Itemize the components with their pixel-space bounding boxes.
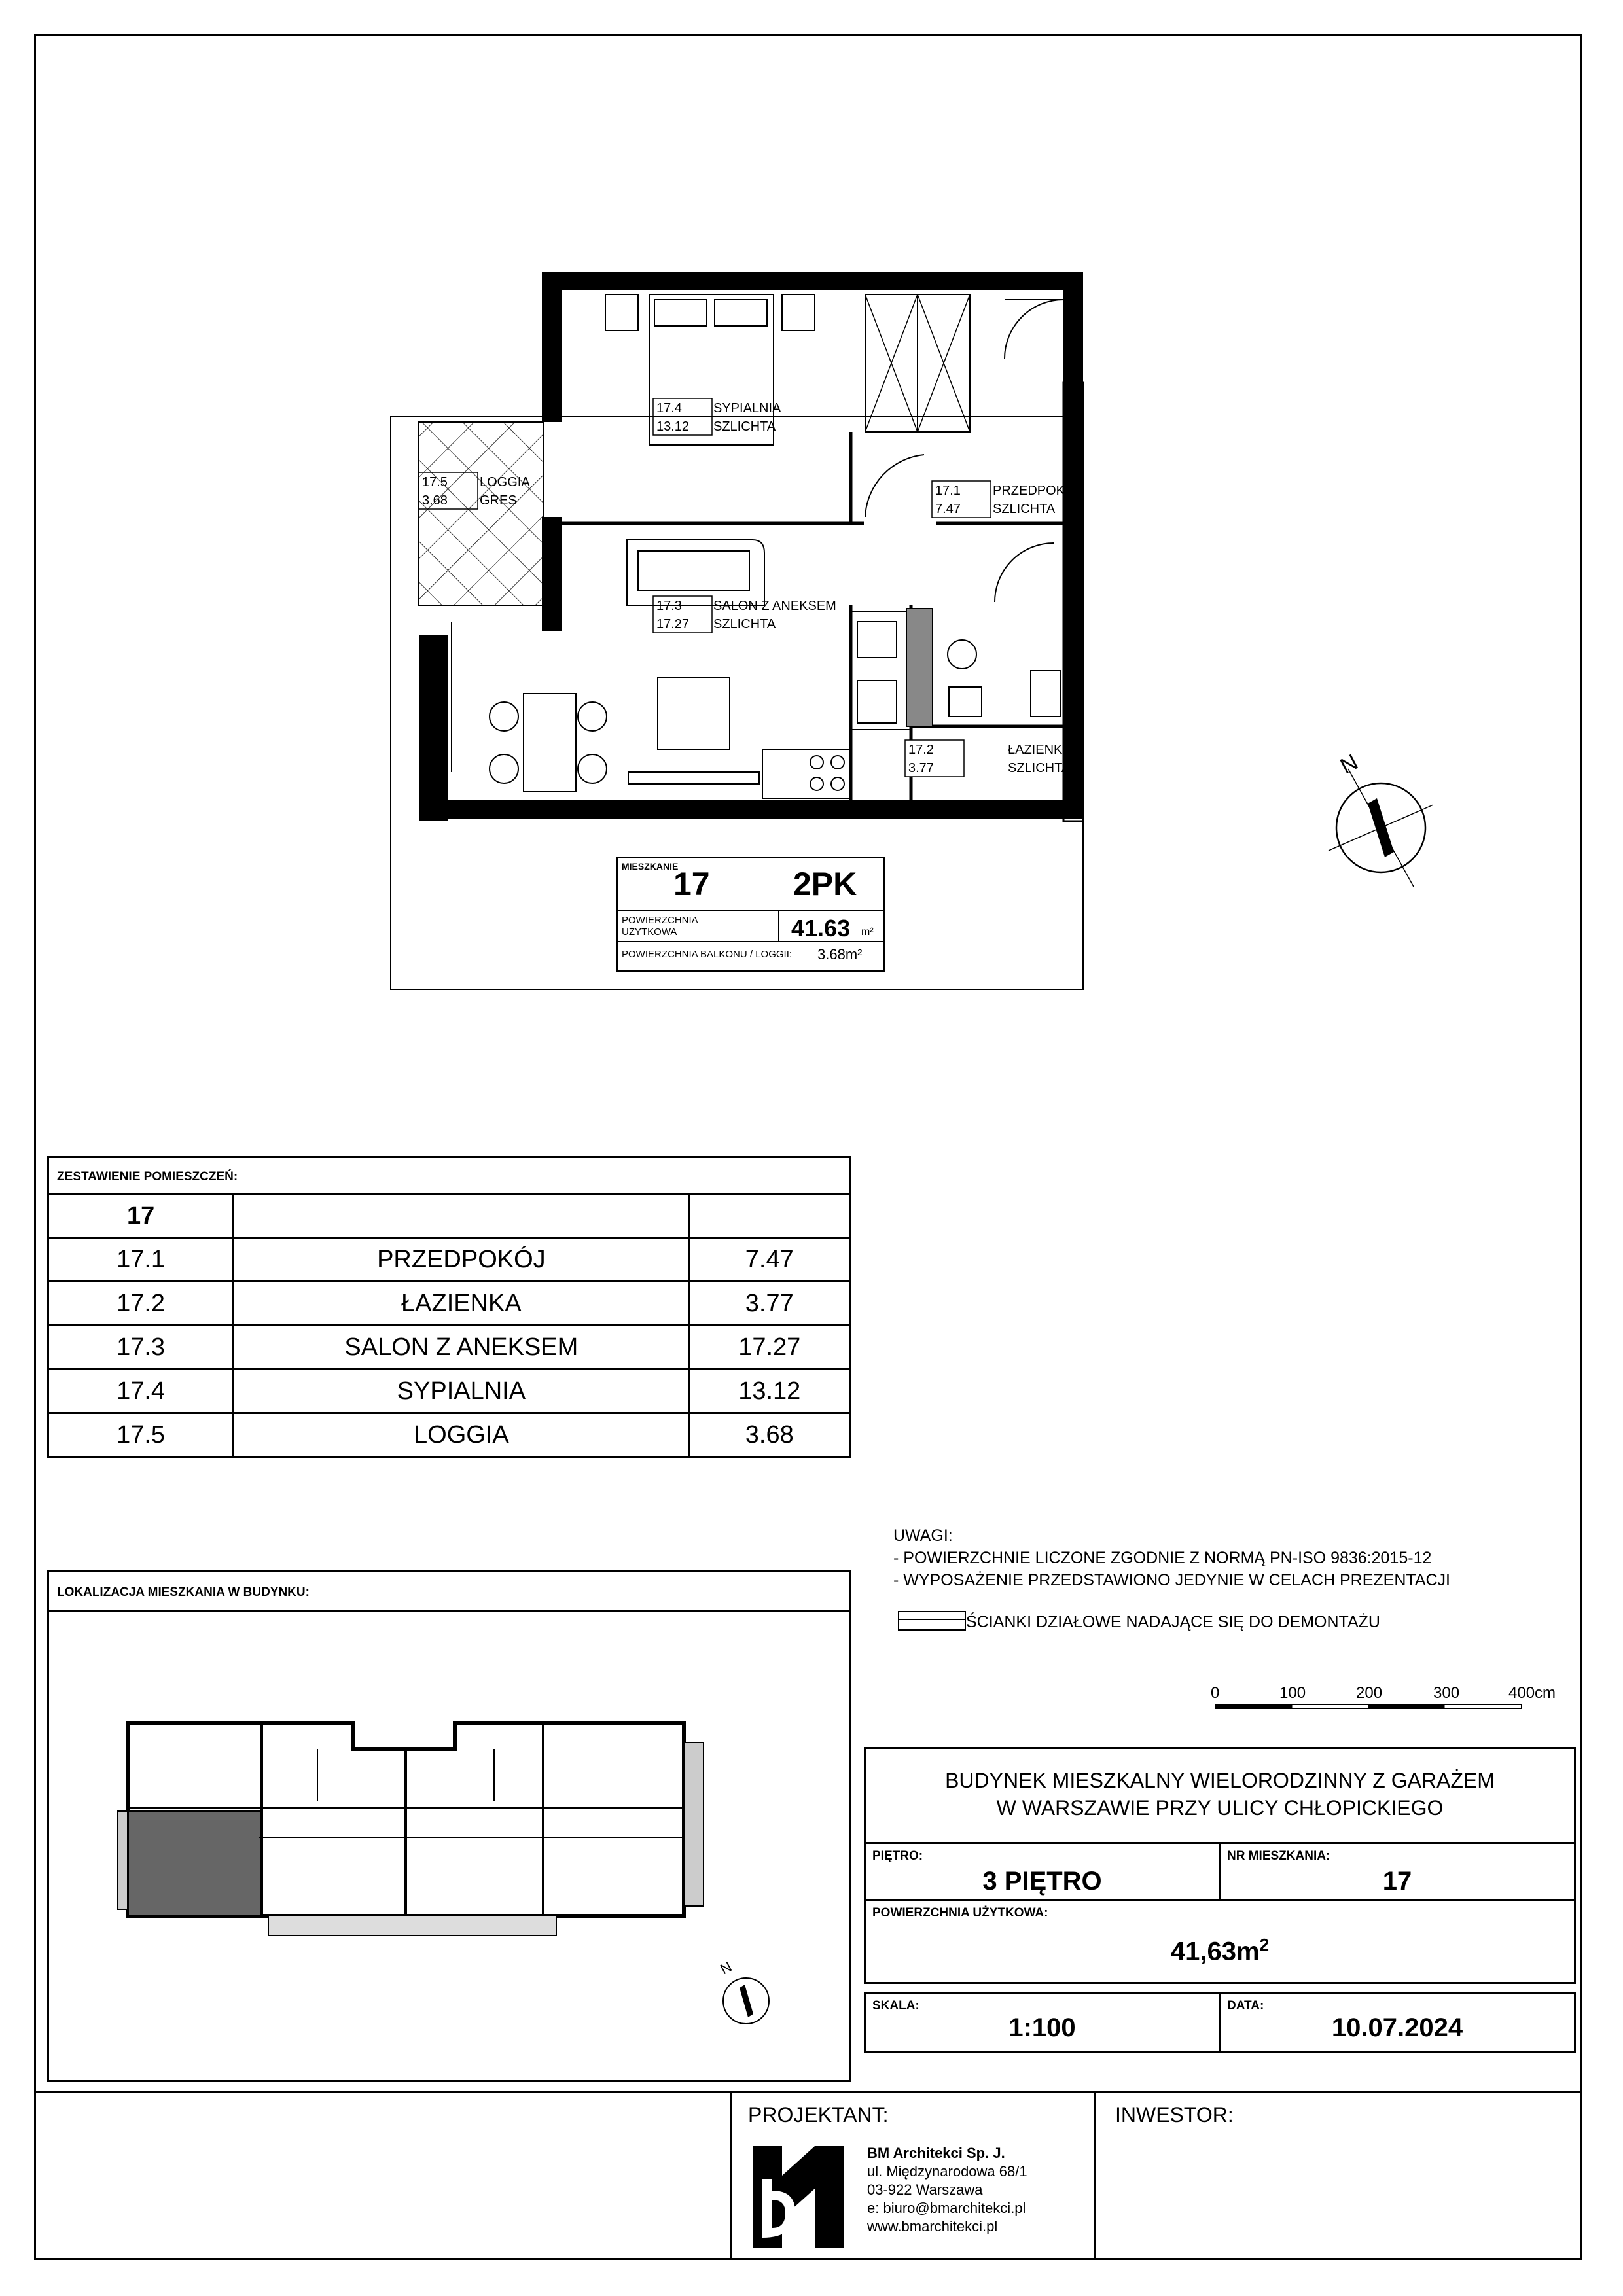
- rooms-table-header: [47, 1156, 851, 1194]
- legend-swatch: [898, 1611, 966, 1631]
- card-balcony-value: 3.68m²: [817, 946, 863, 963]
- building-line-2: W WARSZAWIE PRZY ULICY CHŁOPICKIEGO: [996, 1796, 1444, 1820]
- scale-tick-label: 200: [1356, 1684, 1383, 1702]
- title-block: [864, 1747, 1576, 2082]
- room-name: LOGGIA: [234, 1413, 689, 1457]
- company-info: [867, 2144, 1027, 2236]
- room-id: 17.1: [48, 1238, 234, 1282]
- room-area: 7.47: [689, 1238, 849, 1282]
- bath-name: ŁAZIENKA: [1008, 743, 1071, 757]
- designer-label: PROJEKTANT:: [748, 2103, 889, 2127]
- living-floor: SZLICHTA: [713, 617, 776, 631]
- date-cell: [1219, 1992, 1576, 2053]
- floor-label: PIĘTRO:: [872, 1849, 923, 1863]
- hall-floor: SZLICHTA: [993, 502, 1056, 516]
- hall-name: PRZEDPOKÓJ: [993, 484, 1082, 498]
- company-website[interactable]: www.bmarchitekci.pl: [867, 2218, 998, 2234]
- room-area: 17.27: [689, 1326, 849, 1369]
- bedroom-area: 13.12: [656, 419, 690, 434]
- scale-tick-label: 100: [1279, 1684, 1306, 1702]
- area-cell: [864, 1899, 1576, 1984]
- room-id: 17.5: [48, 1413, 234, 1457]
- apt-number-label: NR MIESZKANIA:: [1227, 1849, 1330, 1863]
- room-name: PRZEDPOKÓJ: [234, 1238, 689, 1282]
- room-id: 17.2: [48, 1282, 234, 1326]
- room-area: 13.12: [689, 1369, 849, 1413]
- scale-tick-label: 300: [1433, 1684, 1460, 1702]
- area-value: 41,63m: [1170, 1937, 1260, 1966]
- notes-title: UWAGI:: [893, 1527, 953, 1545]
- hall-area: 7.47: [935, 502, 961, 516]
- bath-num: 17.2: [908, 743, 934, 757]
- area-value-wrap: [866, 1935, 1574, 1966]
- living-name: SALON Z ANEKSEM: [713, 599, 836, 613]
- north-label: N: [1336, 749, 1363, 779]
- bedroom-num: 17.4: [656, 401, 682, 415]
- card-area-unit: m²: [861, 927, 874, 938]
- building-line-1: BUDYNEK MIESZKALNY WIELORODZINNY Z GARAŻEM: [945, 1769, 1495, 1792]
- company-name: BM Architekci Sp. J.: [867, 2145, 1005, 2161]
- location-title: LOKALIZACJA MIESZKANIA W BUDYNKU:: [57, 1585, 310, 1599]
- north-arrow-icon: [1322, 746, 1440, 890]
- scale-bar: [1211, 1684, 1571, 1710]
- table-row: [48, 1326, 850, 1369]
- key-plan-north-label: N: [717, 1958, 735, 1978]
- notes: [893, 1525, 1450, 1591]
- card-area-value: 41.63: [791, 915, 851, 942]
- area-label: POWIERZCHNIA UŻYTKOWA:: [872, 1906, 1048, 1920]
- bath-floor: SZLICHTA: [1008, 761, 1071, 775]
- key-plan-north-icon: [717, 1958, 776, 2030]
- loggia-floor: GRES: [480, 493, 517, 508]
- hall-num: 17.1: [935, 484, 961, 498]
- floor-cell: [864, 1842, 1221, 1901]
- room-name: SYPIALNIA: [234, 1369, 689, 1413]
- living-area: 17.27: [656, 617, 690, 631]
- room-area: 3.68: [689, 1413, 849, 1457]
- bedroom-floor: SZLICHTA: [713, 419, 776, 434]
- card-area-label-2: UŻYTKOWA: [622, 927, 677, 938]
- bm-architekci-logo: [746, 2140, 851, 2254]
- card-apt-number: 17: [673, 866, 710, 902]
- card-apt-type: 2PK: [793, 866, 857, 902]
- apt-number-cell: [1219, 1842, 1576, 1901]
- location-box: [47, 1570, 851, 2082]
- apartment-number-cell: 17: [48, 1194, 234, 1238]
- loggia-area: 3.68: [422, 493, 448, 508]
- area-sup: 2: [1259, 1935, 1270, 1954]
- company-street: ul. Międzynarodowa 68/1: [867, 2163, 1027, 2180]
- apt-number-value: 17: [1382, 1867, 1412, 1896]
- title-building: [864, 1747, 1576, 1844]
- scale-cell: [864, 1992, 1221, 2053]
- scale-value: 1:100: [1008, 2013, 1076, 2042]
- room-id: 17.4: [48, 1369, 234, 1413]
- footer-divider: [34, 2091, 1582, 2093]
- loggia-num: 17.5: [422, 475, 448, 489]
- card-area-label-1: POWIERZCHNIA: [622, 915, 698, 926]
- company-email[interactable]: e: biuro@bmarchitekci.pl: [867, 2200, 1026, 2216]
- table-row: [48, 1238, 850, 1282]
- footer-divider-v1: [730, 2091, 732, 2260]
- table-row: [48, 1282, 850, 1326]
- date-value: 10.07.2024: [1331, 2013, 1463, 2042]
- card-heading: MIESZKANIE: [622, 861, 679, 872]
- bath-area: 3.77: [908, 761, 934, 775]
- loggia-name: LOGGIA: [480, 475, 530, 489]
- table-row: [48, 1194, 850, 1238]
- investor-label: INWESTOR:: [1115, 2103, 1234, 2127]
- table-row: [48, 1369, 850, 1413]
- living-num: 17.3: [656, 599, 682, 613]
- room-name: SALON Z ANEKSEM: [234, 1326, 689, 1369]
- legend-text: ŚCIANKI DZIAŁOWE NADAJĄCE SIĘ DO DEMONTAŻU: [966, 1613, 1380, 1631]
- scale-tick-label: 0: [1211, 1684, 1220, 1702]
- rooms-table: [47, 1193, 851, 1458]
- footer-divider-v2: [1094, 2091, 1096, 2260]
- scale-label: SKALA:: [872, 1999, 919, 2013]
- company-city: 03-922 Warszawa: [867, 2181, 983, 2198]
- date-label: DATA:: [1227, 1999, 1264, 2013]
- table-row: [48, 1413, 850, 1457]
- rooms-table-title: ZESTAWIENIE POMIESZCZEŃ:: [57, 1170, 238, 1184]
- card-balcony-label: POWIERZCHNIA BALKONU / LOGGII:: [622, 949, 793, 960]
- room-id: 17.3: [48, 1326, 234, 1369]
- apartment-card: [616, 857, 885, 972]
- room-area: 3.77: [689, 1282, 849, 1326]
- bedroom-name: SYPIALNIA: [713, 401, 781, 415]
- notes-line-1: - POWIERZCHNIE LICZONE ZGODNIE Z NORMĄ PN-ISO 9836:2015-12: [893, 1549, 1432, 1567]
- notes-line-2: - WYPOSAŻENIE PRZEDSTAWIONO JEDYNIE W CELACH PREZENTACJI: [893, 1571, 1451, 1589]
- floor-value: 3 PIĘTRO: [982, 1867, 1102, 1896]
- room-name: ŁAZIENKA: [234, 1282, 689, 1326]
- scale-tick-label: 400cm: [1508, 1684, 1556, 1702]
